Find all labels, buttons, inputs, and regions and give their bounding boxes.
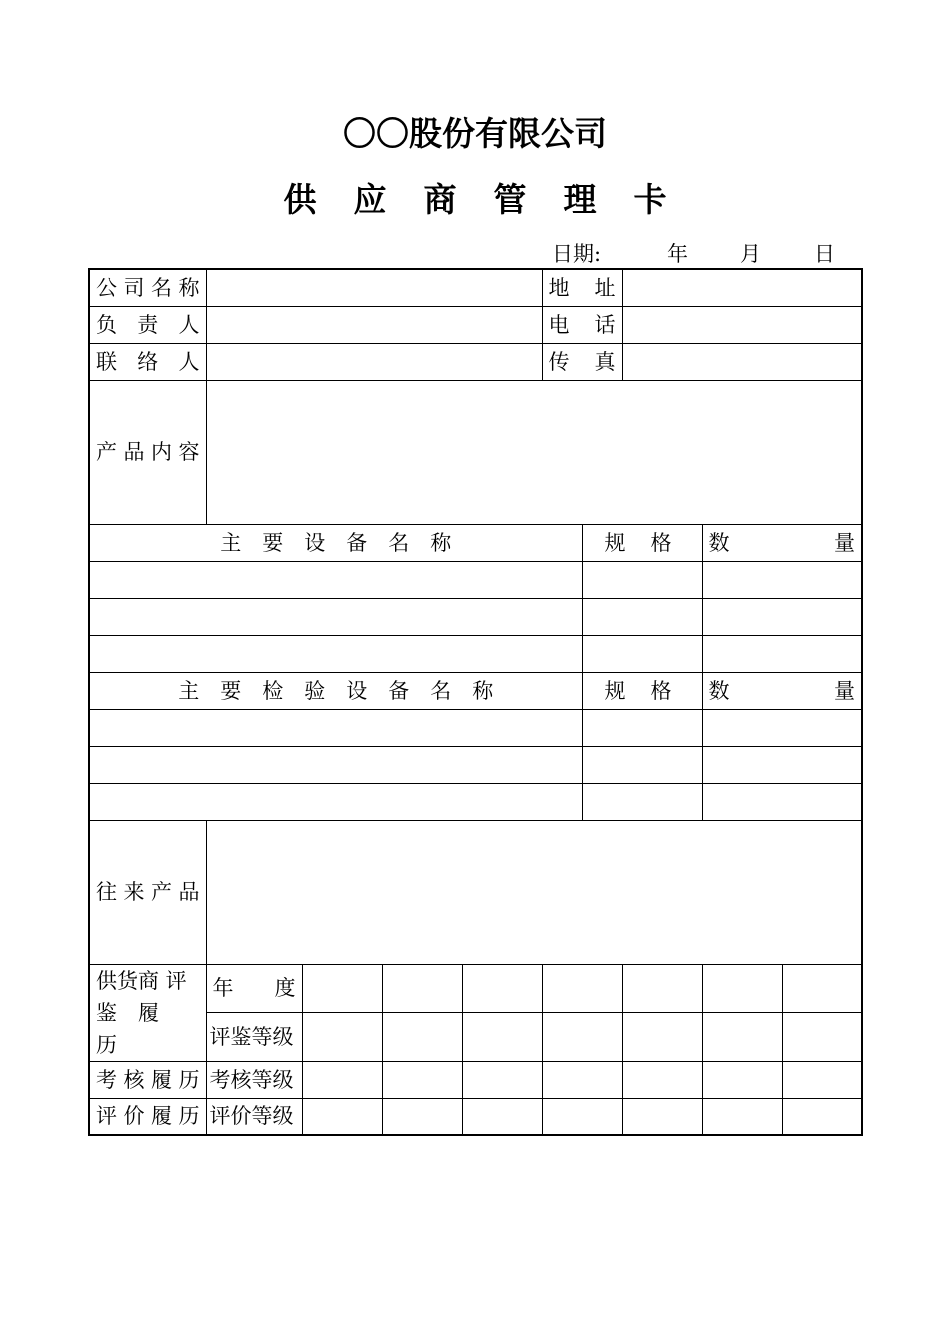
label-char: 称 <box>178 275 200 300</box>
equipment-qty-cell[interactable] <box>702 635 862 672</box>
label-char: 历 <box>178 1067 200 1092</box>
phone-field[interactable] <box>622 306 862 343</box>
fax-field[interactable] <box>622 343 862 380</box>
label-char: 量 <box>834 678 855 703</box>
label-char: 责 <box>137 312 159 337</box>
product-content-row <box>89 380 862 524</box>
label-char: 容 <box>178 440 200 464</box>
equipment-name-cell[interactable] <box>89 561 582 598</box>
label-char: 地 <box>548 275 570 300</box>
eval-grade-cell[interactable] <box>702 1013 782 1062</box>
rating-grade-label: 评价等级 <box>206 1098 302 1135</box>
assessment-grade-cell[interactable] <box>622 1061 702 1098</box>
phone-label <box>542 306 622 343</box>
inspection-name-cell[interactable] <box>89 709 582 746</box>
supplier-card-table <box>88 268 863 1136</box>
year-cell[interactable] <box>542 964 622 1013</box>
label-char: 真 <box>594 349 616 374</box>
year-cell[interactable] <box>702 964 782 1013</box>
company-name-row <box>89 269 862 306</box>
eval-grade-cell[interactable] <box>382 1013 462 1062</box>
label-char: 格 <box>650 678 672 703</box>
assessment-grade-cell[interactable] <box>462 1061 542 1098</box>
fax-label <box>542 343 622 380</box>
label-char: 来 <box>123 880 145 904</box>
past-products-field[interactable] <box>206 820 862 964</box>
card-title-char: 应 <box>353 180 387 219</box>
label-char: 产 <box>96 440 117 464</box>
eval-grade-label: 评鉴等级 <box>206 1013 302 1062</box>
label-char: 往 <box>96 880 117 904</box>
company-name-label <box>89 269 206 306</box>
rating-grade-cell[interactable] <box>462 1098 542 1135</box>
address-label <box>542 269 622 306</box>
year-cell[interactable] <box>782 964 862 1013</box>
inspection-name-cell[interactable] <box>89 746 582 783</box>
label-char: 络 <box>137 349 159 374</box>
label-char: 址 <box>594 275 616 300</box>
equipment-row <box>89 561 862 598</box>
label-char: 核 <box>123 1067 145 1092</box>
contact-person-field[interactable] <box>206 343 542 380</box>
assessment-grade-cell[interactable] <box>782 1061 862 1098</box>
label-char: 历 <box>178 1104 200 1129</box>
equipment-spec-header <box>582 524 702 561</box>
label-char: 规 <box>604 530 626 555</box>
inspection-spec-cell[interactable] <box>582 709 702 746</box>
rating-grade-cell[interactable] <box>382 1098 462 1135</box>
equipment-row <box>89 598 862 635</box>
responsible-person-label <box>89 306 206 343</box>
card-title-char: 卡 <box>633 180 667 219</box>
label-char: 人 <box>178 349 200 374</box>
label-char: 品 <box>123 440 145 464</box>
equipment-row <box>89 635 862 672</box>
year-cell[interactable] <box>302 964 382 1013</box>
assessment-grade-cell[interactable] <box>702 1061 782 1098</box>
label-char: 电 <box>548 312 570 337</box>
equipment-spec-cell[interactable] <box>582 561 702 598</box>
eval-grade-cell[interactable] <box>462 1013 542 1062</box>
label-char: 价 <box>123 1104 145 1129</box>
label-char: 负 <box>96 312 117 337</box>
equipment-name-header: 主 要 设 备 名 称 <box>89 524 582 561</box>
label-char: 度 <box>274 976 296 1001</box>
evaluation-year-row <box>89 964 862 1013</box>
label-char: 数 <box>708 530 730 555</box>
card-title-char: 供 <box>283 180 317 219</box>
inspection-row <box>89 709 862 746</box>
label-char: 内 <box>151 440 172 464</box>
equipment-header-row <box>89 524 862 561</box>
rating-grade-cell[interactable] <box>782 1098 862 1135</box>
product-content-label <box>89 380 206 524</box>
inspection-spec-cell[interactable] <box>582 783 702 820</box>
equipment-name-cell[interactable] <box>89 635 582 672</box>
assessment-grade-label: 考核等级 <box>206 1061 302 1098</box>
label-char: 产 <box>151 880 172 904</box>
supplier-evaluation-label <box>89 964 206 1061</box>
product-content-field[interactable] <box>206 380 862 524</box>
inspection-qty-cell[interactable] <box>702 746 862 783</box>
supplier-evaluation-line1: 供货商 评 <box>96 968 187 993</box>
rating-grade-cell[interactable] <box>702 1098 782 1135</box>
card-title <box>0 174 950 221</box>
month-label: 月 <box>740 242 761 266</box>
contact-person-row <box>89 343 862 380</box>
inspection-header-row <box>89 672 862 709</box>
label-char: 考 <box>96 1067 117 1092</box>
equipment-qty-header <box>702 524 862 561</box>
supplier-evaluation-line2: 鉴 履 历 <box>96 1000 180 1057</box>
inspection-qty-cell[interactable] <box>702 783 862 820</box>
card-title-char: 管 <box>493 180 527 219</box>
equipment-spec-cell[interactable] <box>582 598 702 635</box>
card-title-char: 理 <box>563 180 597 219</box>
company-title: 〇〇股份有限公司 <box>343 114 607 153</box>
eval-grade-cell[interactable] <box>782 1013 862 1062</box>
equipment-qty-cell[interactable] <box>702 598 862 635</box>
rating-grade-cell[interactable] <box>542 1098 622 1135</box>
company-name-field[interactable] <box>206 269 542 306</box>
past-products-row <box>89 820 862 964</box>
date-label: 日期: <box>552 242 602 266</box>
inspection-row <box>89 783 862 820</box>
assessment-grade-cell[interactable] <box>302 1061 382 1098</box>
label-char: 数 <box>708 678 730 703</box>
inspection-qty-cell[interactable] <box>702 709 862 746</box>
rating-grade-cell[interactable] <box>302 1098 382 1135</box>
inspection-row <box>89 746 862 783</box>
eval-grade-cell[interactable] <box>542 1013 622 1062</box>
eval-grade-cell[interactable] <box>622 1013 702 1062</box>
address-field[interactable] <box>622 269 862 306</box>
eval-grade-cell[interactable] <box>302 1013 382 1062</box>
inspection-name-header: 主 要 检 验 设 备 名 称 <box>89 672 582 709</box>
contact-person-label <box>89 343 206 380</box>
rating-history-label <box>89 1098 206 1135</box>
label-char: 司 <box>123 275 145 300</box>
inspection-qty-header <box>702 672 862 709</box>
inspection-spec-cell[interactable] <box>582 746 702 783</box>
assessment-row <box>89 1061 862 1098</box>
equipment-name-cell[interactable] <box>89 598 582 635</box>
inspection-name-cell[interactable] <box>89 783 582 820</box>
assessment-grade-cell[interactable] <box>542 1061 622 1098</box>
label-char: 评 <box>96 1104 117 1129</box>
label-char: 规 <box>604 678 626 703</box>
year-cell[interactable] <box>622 964 702 1013</box>
year-label-cell <box>206 964 302 1013</box>
label-char: 话 <box>594 312 616 337</box>
year-cell[interactable] <box>382 964 462 1013</box>
label-char: 公 <box>96 275 117 300</box>
equipment-spec-cell[interactable] <box>582 635 702 672</box>
label-char: 履 <box>151 1104 172 1129</box>
rating-grade-cell[interactable] <box>622 1098 702 1135</box>
rating-row <box>89 1098 862 1135</box>
label-char: 人 <box>178 312 200 337</box>
label-char: 年 <box>212 976 234 1001</box>
year-label: 年 <box>667 242 688 266</box>
label-char: 名 <box>151 275 172 300</box>
assessment-grade-cell[interactable] <box>382 1061 462 1098</box>
equipment-qty-cell[interactable] <box>702 561 862 598</box>
day-label: 日 <box>814 242 835 266</box>
past-products-label <box>89 820 206 964</box>
label-char: 量 <box>834 530 855 555</box>
label-char: 品 <box>178 880 200 904</box>
label-char: 传 <box>548 349 570 374</box>
inspection-spec-header <box>582 672 702 709</box>
responsible-person-field[interactable] <box>206 306 542 343</box>
responsible-person-row <box>89 306 862 343</box>
label-char: 履 <box>151 1067 172 1092</box>
year-cell[interactable] <box>462 964 542 1013</box>
label-char: 格 <box>650 530 672 555</box>
card-title-char: 商 <box>423 180 457 219</box>
label-char: 联 <box>96 349 117 374</box>
assessment-history-label <box>89 1061 206 1098</box>
